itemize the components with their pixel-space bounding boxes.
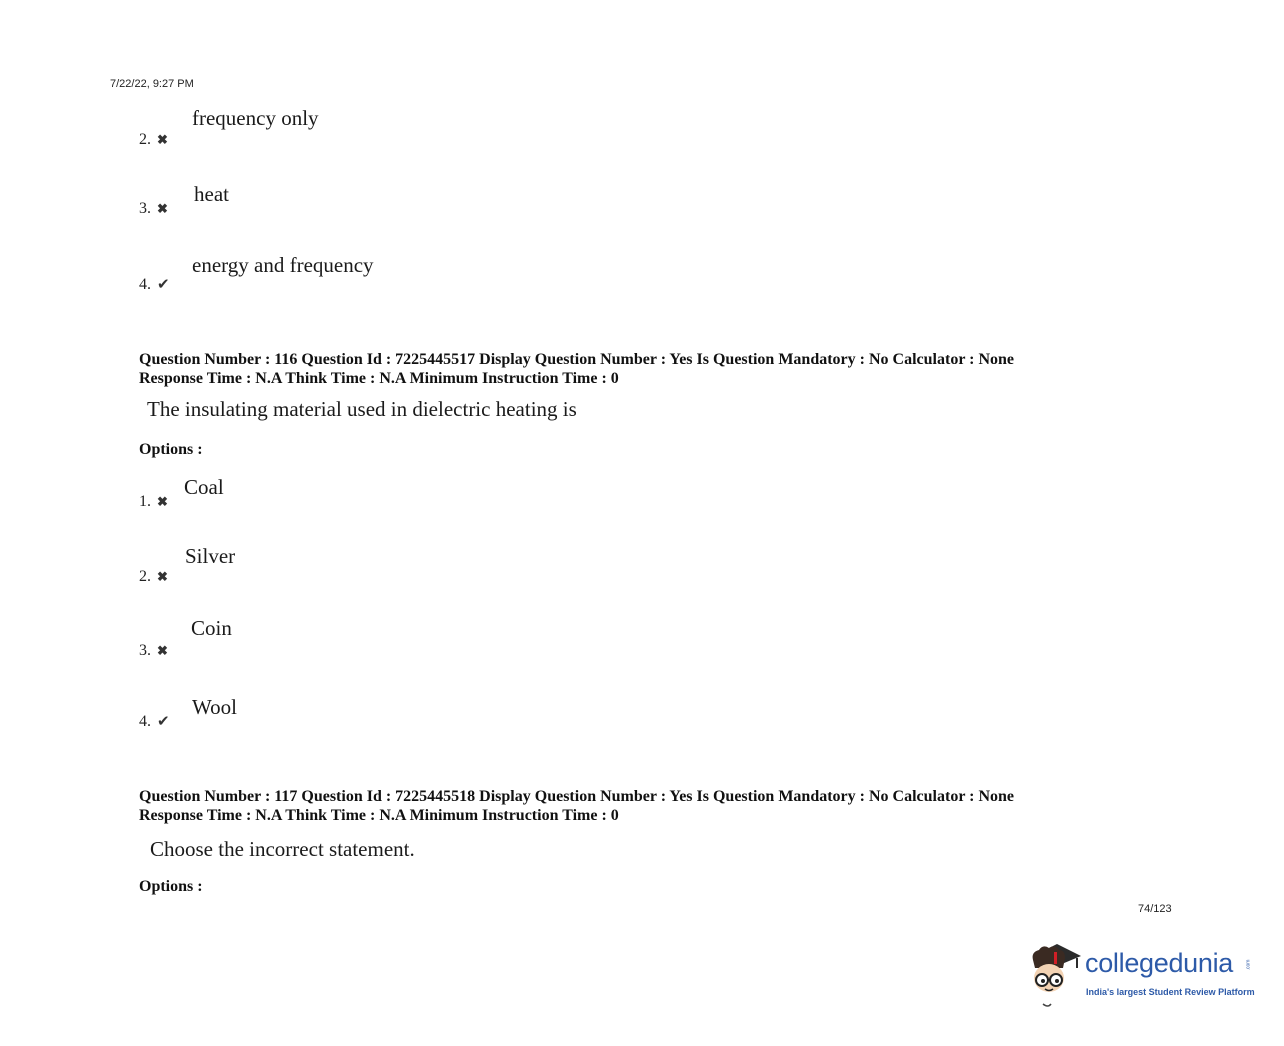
option-number-row	[139, 642, 168, 660]
option-number-row	[139, 493, 168, 511]
question-meta-line: Response Time : N.A Think Time : N.A Minimum Instruction Time : 0	[139, 370, 619, 387]
question-meta-block	[139, 350, 1014, 388]
option-number-row	[139, 275, 170, 294]
cross-icon: ✖	[157, 132, 168, 147]
timestamp: 7/22/22, 9:27 PM	[110, 78, 194, 90]
option-number: 2.	[139, 568, 151, 585]
question-meta-line: Question Number : 117 Question Id : 7225445518 Display Question Number : Yes Is Question Mandatory : No Calculator : None	[139, 788, 1015, 805]
option-number: 4.	[139, 713, 151, 730]
option-number-row	[139, 712, 170, 731]
question-meta-block	[139, 787, 1014, 825]
option-text: Silver	[185, 544, 236, 568]
cross-icon: ✖	[157, 569, 168, 584]
brand-name: collegedunia	[1085, 948, 1234, 978]
brand-suffix: .com	[1245, 959, 1252, 971]
options-label: Options :	[139, 878, 203, 895]
option-number-row	[139, 131, 168, 149]
option-number: 3.	[139, 642, 151, 659]
mascot-icon	[1025, 938, 1085, 1010]
collegedunia-logo	[1025, 938, 1255, 1010]
brand-tagline: India's largest Student Review Platform	[1086, 987, 1255, 997]
question-text: Choose the incorrect statement.	[150, 837, 415, 861]
cross-icon: ✖	[157, 201, 168, 216]
option-text: Coin	[191, 616, 232, 640]
options-label: Options :	[139, 441, 203, 458]
question-text: The insulating material used in dielectric heating is	[147, 397, 577, 421]
option-text: heat	[194, 182, 229, 206]
option-number: 3.	[139, 200, 151, 217]
option-text: Coal	[184, 475, 224, 499]
option-number: 4.	[139, 276, 151, 293]
option-number-row	[139, 568, 168, 586]
option-number: 2.	[139, 131, 151, 148]
option-text: energy and frequency	[192, 253, 374, 277]
cross-icon: ✖	[157, 643, 168, 658]
option-number: 1.	[139, 493, 151, 510]
check-icon: ✔	[157, 277, 170, 293]
question-meta-line: Question Number : 116 Question Id : 7225445517 Display Question Number : Yes Is Question Mandatory : No Calculator : None	[139, 351, 1015, 368]
option-text: frequency only	[192, 106, 319, 130]
option-text: Wool	[192, 695, 237, 719]
question-meta-line: Response Time : N.A Think Time : N.A Minimum Instruction Time : 0	[139, 807, 619, 824]
page-number: 74/123	[1138, 903, 1172, 915]
check-icon: ✔	[157, 714, 170, 730]
cross-icon: ✖	[157, 494, 168, 509]
option-number-row	[139, 200, 168, 218]
